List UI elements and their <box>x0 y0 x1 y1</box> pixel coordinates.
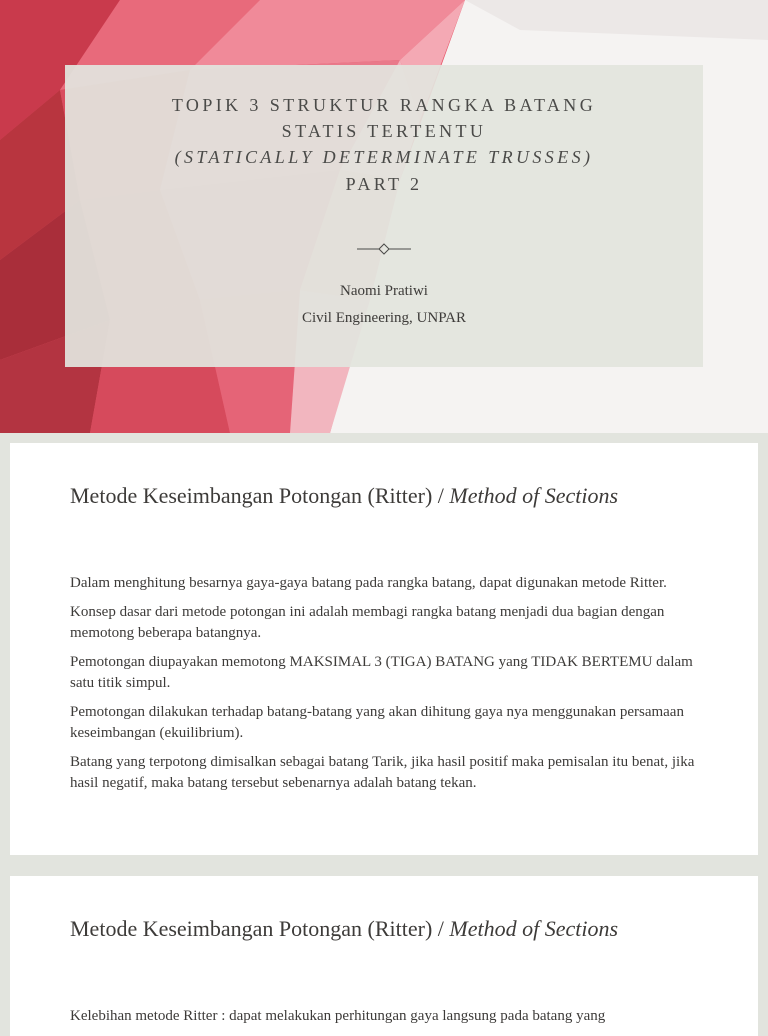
paragraph: Pemotongan dilakukan terhadap batang-batang yang akan dihitung gaya nya menggunakan persamaan keseimbangan (ekuilibrium). <box>70 704 684 741</box>
heading-main: Metode Keseimbangan Potongan (Ritter) / <box>70 916 450 941</box>
paragraph: Kelebihan metode Ritter : dapat melakukan perhitungan gaya langsung pada batang yang <box>70 1008 606 1024</box>
title-slide <box>0 0 768 433</box>
paragraph: Batang yang terpotong dimisalkan sebagai batang Tarik, jika hasil positif maka pemisalan itu benat, jika hasil negatif, maka batang tersebut sebenarnya adalah batang tekan. <box>70 754 695 791</box>
author-name: Naomi Pratiwi <box>340 283 428 299</box>
content-slide-method-of-sections-2 <box>10 876 758 1036</box>
slide-body <box>70 1006 706 1035</box>
slide-body <box>70 573 706 802</box>
title-line-1: TOPIK 3 STRUKTUR RANGKA BATANG <box>171 95 597 115</box>
heading-main: Metode Keseimbangan Potongan (Ritter) / <box>70 483 450 508</box>
author-affiliation: Civil Engineering, UNPAR <box>301 310 467 326</box>
paragraph: Konsep dasar dari metode potongan ini adalah membagi rangka batang menjadi dua bagian dengan memotong beberapa batangnya. <box>70 604 665 641</box>
title-line-3: (STATICALLY DETERMINATE TRUSSES) <box>174 147 594 167</box>
paragraph: Dalam menghitung besarnya gaya-gaya batang pada rangka batang, dapat digunakan metode Ritter. <box>70 575 667 591</box>
title-line-2: STATIS TERTENTU <box>281 121 487 141</box>
heading-italic: Method of Sections <box>449 916 619 941</box>
content-slide-method-of-sections <box>10 443 758 855</box>
paragraph: Pemotongan diupayakan memotong MAKSIMAL 3 (TIGA) BATANG yang TIDAK BERTEMU dalam satu titik simpul. <box>70 654 693 691</box>
title-line-4: PART 2 <box>345 174 423 194</box>
slide-heading <box>70 916 618 942</box>
diamond-divider-icon <box>357 243 411 255</box>
heading-italic: Method of Sections <box>449 483 619 508</box>
slide-heading <box>70 483 618 509</box>
